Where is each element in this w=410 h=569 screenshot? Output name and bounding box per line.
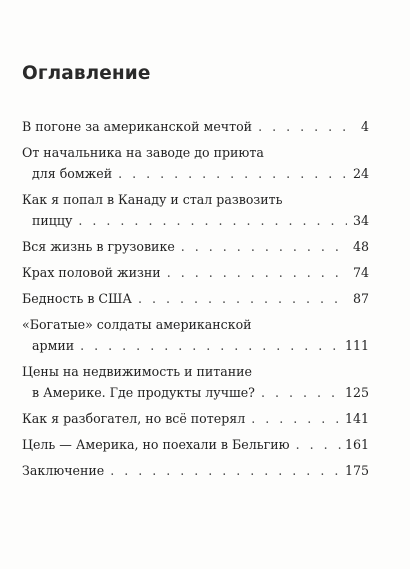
toc-entry-line <box>22 210 369 231</box>
toc-entry-title: «Богатые» солдаты американской <box>22 317 252 332</box>
toc-entry-line <box>22 116 369 137</box>
leader-dots <box>258 116 347 137</box>
toc-entry-title: Крах половой жизни <box>22 265 161 280</box>
toc-entry-title: Как я разбогател, но всё потерял <box>22 411 246 426</box>
leader-dots <box>181 236 347 257</box>
toc-entry-line <box>22 189 369 210</box>
toc-entry-line <box>22 288 369 309</box>
toc-entry-page: 24 <box>352 166 369 181</box>
leader-dots <box>251 408 341 429</box>
toc-entry <box>22 408 369 429</box>
toc-entry-title: Вся жизнь в грузовике <box>22 239 175 254</box>
toc-entry-line <box>22 236 369 257</box>
toc-entry <box>22 314 369 356</box>
toc-entry-page: 87 <box>352 291 369 306</box>
toc-entry-page: 125 <box>344 385 369 400</box>
toc-entry-line <box>22 434 369 455</box>
leader-dots <box>80 335 341 356</box>
leader-dots <box>261 382 341 403</box>
toc-entry-title: В погоне за американской мечтой <box>22 119 253 134</box>
toc-entry-title-cont: в Америке. Где продукты лучше? <box>32 385 255 400</box>
toc-entry-line <box>22 408 369 429</box>
toc-entry-title: Цены на недвижимость и питание <box>22 364 252 379</box>
toc-entry-page: 161 <box>344 437 369 452</box>
toc-entry <box>22 460 369 481</box>
toc-entry <box>22 142 369 184</box>
toc-entry-line <box>22 262 369 283</box>
toc-entry-line <box>22 314 369 335</box>
leader-dots <box>110 460 341 481</box>
toc-entry-line <box>22 361 369 382</box>
toc-entry-page: 175 <box>344 463 369 478</box>
leader-dots <box>118 163 347 184</box>
leader-dots <box>167 262 347 283</box>
toc-entry-line <box>22 335 369 356</box>
leader-dots <box>296 434 341 455</box>
toc-entry-title: Бедность в США <box>22 291 132 306</box>
toc-heading: Оглавление <box>22 63 151 84</box>
toc-entry <box>22 288 369 309</box>
toc-entry-line <box>22 142 369 163</box>
toc-entry <box>22 262 369 283</box>
toc-entry <box>22 236 369 257</box>
table-of-contents <box>22 116 369 481</box>
toc-entry-page: 48 <box>352 239 369 254</box>
toc-entry <box>22 361 369 403</box>
toc-entry-page: 111 <box>344 338 369 353</box>
leader-dots <box>78 210 347 231</box>
toc-entry-page: 141 <box>344 411 369 426</box>
toc-entry <box>22 116 369 137</box>
toc-entry-title: Как я попал в Канаду и стал развозить <box>22 192 283 207</box>
toc-entry-page: 4 <box>360 119 369 134</box>
toc-entry-line <box>22 382 369 403</box>
toc-entry <box>22 189 369 231</box>
toc-entry-title-cont: пиццу <box>32 213 73 228</box>
toc-entry-page: 34 <box>352 213 369 228</box>
toc-entry-page: 74 <box>352 265 369 280</box>
toc-entry-title: От начальника на заводе до приюта <box>22 145 264 160</box>
toc-entry-title-cont: для бомжей <box>32 166 113 181</box>
toc-entry-line <box>22 163 369 184</box>
toc-entry-title-cont: армии <box>32 338 75 353</box>
leader-dots <box>138 288 347 309</box>
toc-entry-title: Цель — Америка, но поехали в Бельгию <box>22 437 290 452</box>
toc-entry-title: Заключение <box>22 463 105 478</box>
toc-entry <box>22 434 369 455</box>
toc-entry-line <box>22 460 369 481</box>
